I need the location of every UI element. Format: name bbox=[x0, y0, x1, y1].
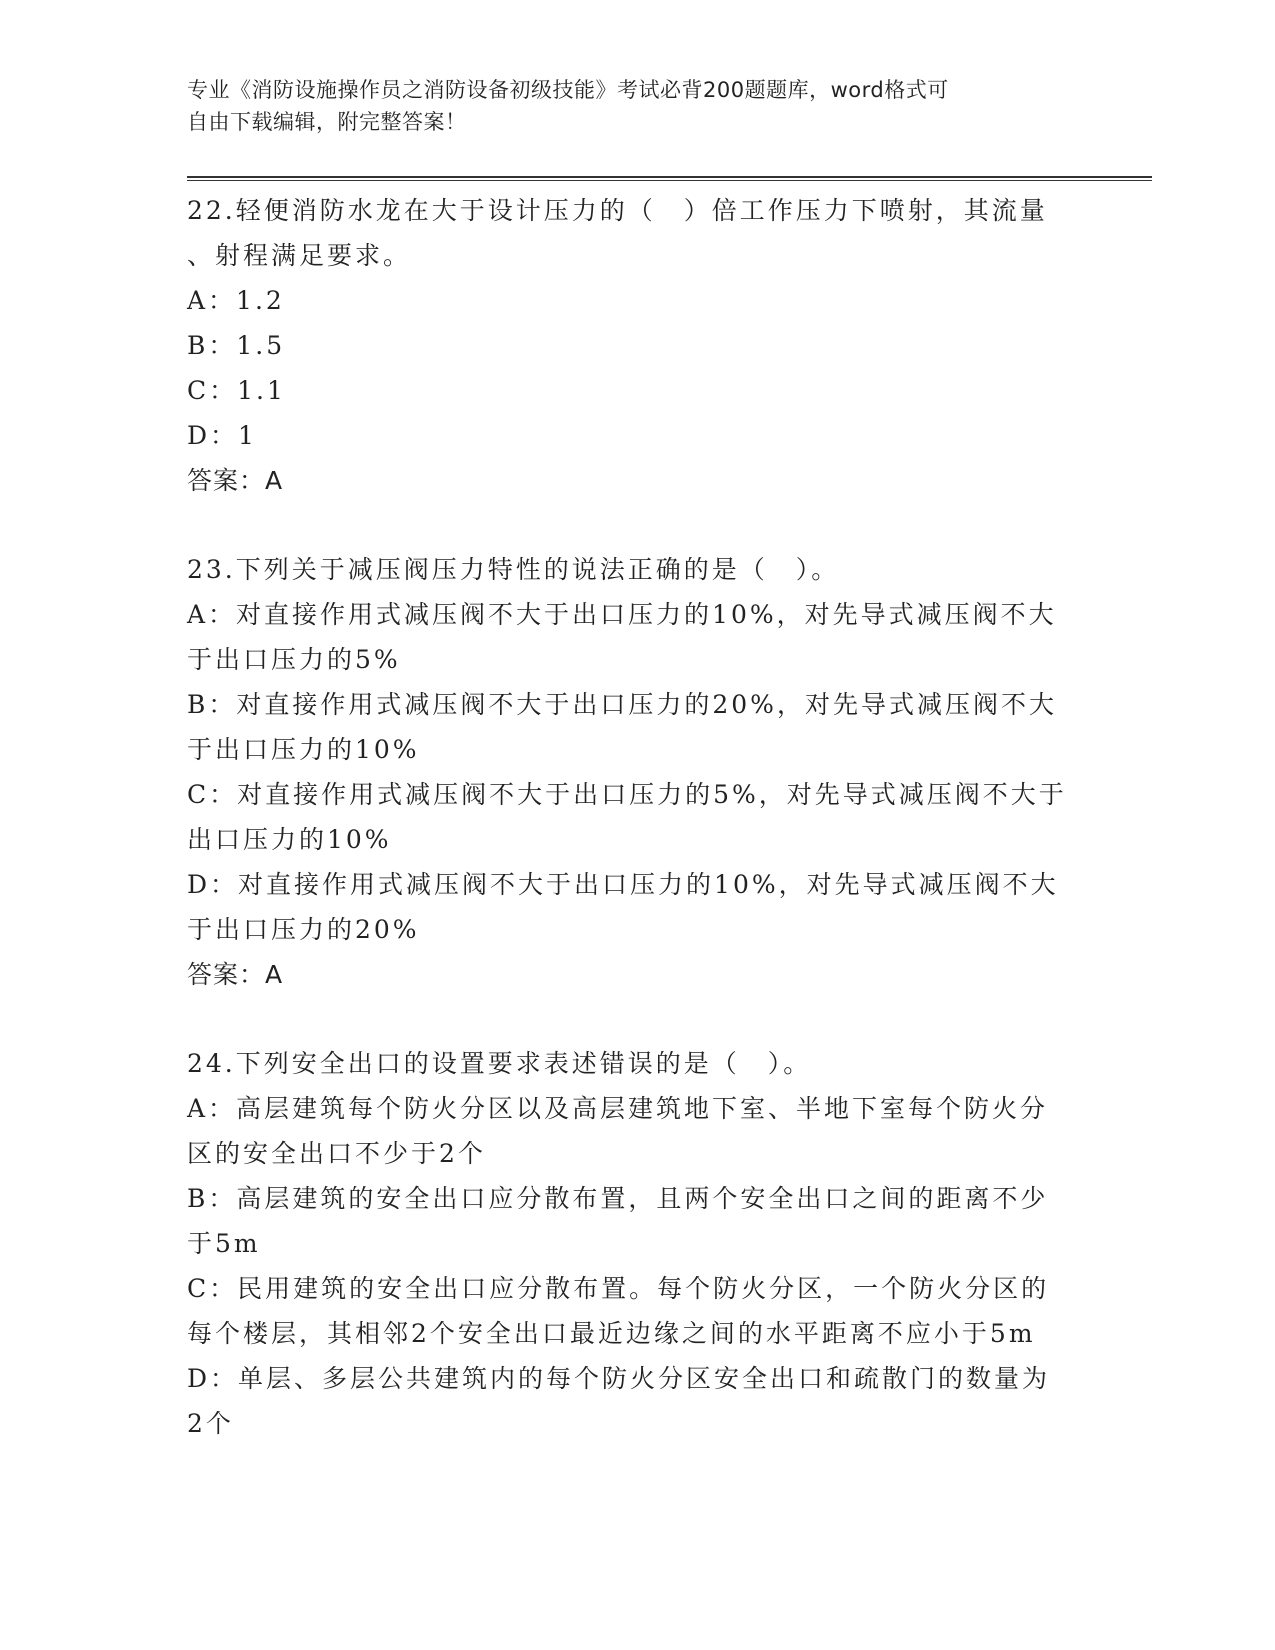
option-line: C：对直接作用式减压阀不大于出口压力的5%，对先导式减压阀不大于 bbox=[187, 780, 1067, 809]
option-c: C：1.1 bbox=[187, 376, 286, 405]
option-line: 于5m bbox=[187, 1229, 261, 1258]
answer-label: 答案：A bbox=[187, 960, 284, 989]
option-line: D：单层、多层公共建筑内的每个防火分区安全出口和疏散门的数量为 bbox=[187, 1364, 1051, 1393]
document-header bbox=[187, 74, 1067, 138]
option-d bbox=[187, 1356, 1087, 1446]
option-a bbox=[187, 1086, 1087, 1176]
option-d bbox=[187, 862, 1087, 952]
option-b bbox=[187, 682, 1087, 772]
option-line: 于出口压力的5% bbox=[187, 645, 401, 674]
option-line: A：对直接作用式减压阀不大于出口压力的10%，对先导式减压阀不大 bbox=[187, 600, 1057, 629]
option-line: C：民用建筑的安全出口应分散布置。每个防火分区，一个防火分区的 bbox=[187, 1274, 1050, 1303]
question-23 bbox=[187, 547, 1087, 997]
header-line: 自由下载编辑，附完整答案！ bbox=[187, 110, 467, 134]
option-line: A：高层建筑每个防火分区以及高层建筑地下室、半地下室每个防火分 bbox=[187, 1094, 1049, 1123]
stem-line: 、射程满足要求。 bbox=[187, 241, 412, 270]
option-a bbox=[187, 592, 1087, 682]
question-stem: 23.下列关于减压阀压力特性的说法正确的是（ ）。 bbox=[187, 555, 840, 584]
option-line: 于出口压力的20% bbox=[187, 915, 420, 944]
header-divider bbox=[187, 176, 1152, 181]
stem-line: 22.轻便消防水龙在大于设计压力的（ ）倍工作压力下喷射，其流量 bbox=[187, 196, 1048, 225]
option-b bbox=[187, 1176, 1087, 1266]
option-line: B：高层建筑的安全出口应分散布置，且两个安全出口之间的距离不少 bbox=[187, 1184, 1049, 1213]
question-stem bbox=[187, 188, 1087, 278]
option-line: 于出口压力的10% bbox=[187, 735, 420, 764]
question-24 bbox=[187, 1041, 1087, 1446]
option-line: B：对直接作用式减压阀不大于出口压力的20%，对先导式减压阀不大 bbox=[187, 690, 1057, 719]
answer-label: 答案：A bbox=[187, 466, 284, 495]
option-a: A：1.2 bbox=[187, 286, 285, 315]
question-stem: 24.下列安全出口的设置要求表述错误的是（ ）。 bbox=[187, 1049, 812, 1078]
question-list bbox=[187, 188, 1087, 1446]
option-line: 2个 bbox=[187, 1409, 234, 1438]
option-line: 出口压力的10% bbox=[187, 825, 392, 854]
header-line: 专业《消防设施操作员之消防设备初级技能》考试必背200题题库，word格式可 bbox=[187, 78, 949, 102]
option-b: B：1.5 bbox=[187, 331, 286, 360]
option-line: 区的安全出口不少于2个 bbox=[187, 1139, 486, 1168]
option-c bbox=[187, 772, 1087, 862]
option-c bbox=[187, 1266, 1087, 1356]
question-22 bbox=[187, 188, 1087, 503]
option-line: 每个楼层，其相邻2个安全出口最近边缘之间的水平距离不应小于5m bbox=[187, 1319, 1036, 1348]
option-d: D：1 bbox=[187, 421, 257, 450]
option-line: D：对直接作用式减压阀不大于出口压力的10%，对先导式减压阀不大 bbox=[187, 870, 1059, 899]
